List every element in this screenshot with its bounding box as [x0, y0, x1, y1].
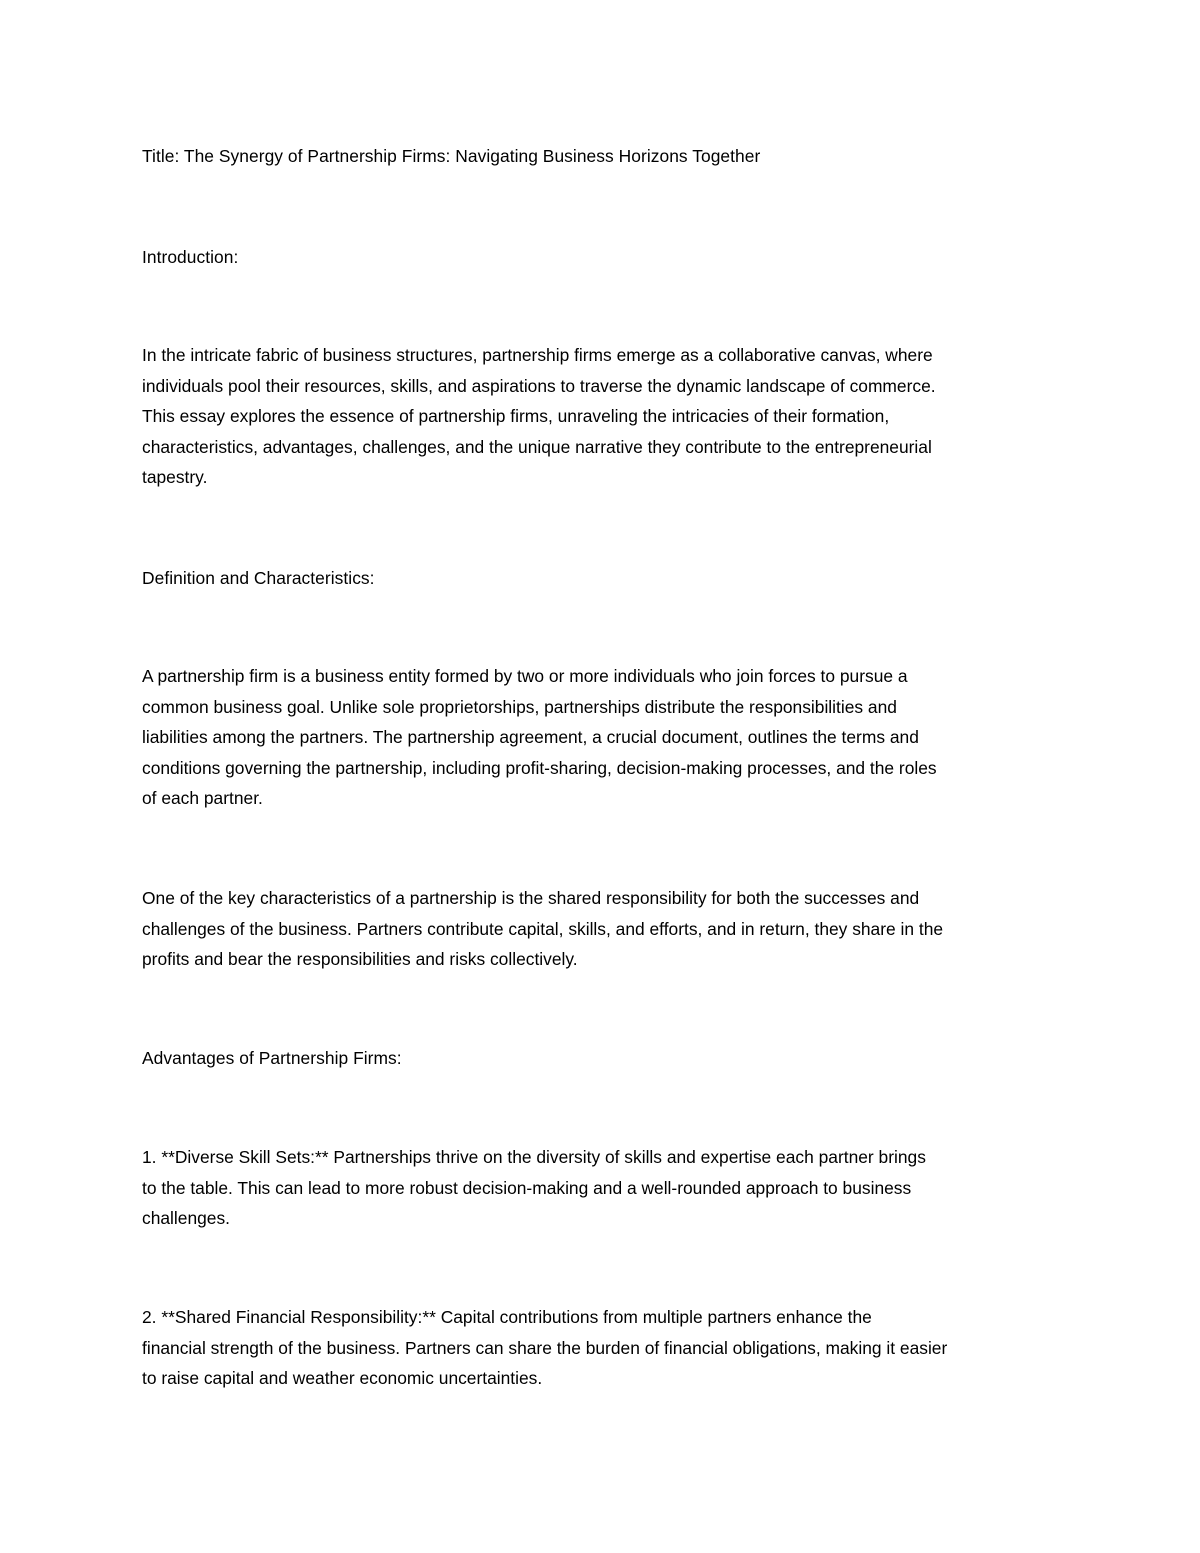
- paragraph-line: liabilities among the partners. The partnership agreement, a crucial document, outlines the terms and: [142, 727, 919, 748]
- introduction-heading: Introduction:: [142, 247, 239, 267]
- paragraph-line: individuals pool their resources, skills, and aspirations to traverse the dynamic landscape of commerce.: [142, 375, 936, 396]
- advantages-heading: Advantages of Partnership Firms:: [142, 1048, 402, 1068]
- paragraph-line: tapestry.: [142, 467, 208, 488]
- paragraph-line: A partnership firm is a business entity formed by two or more individuals who join forces to pursue a: [142, 666, 908, 686]
- advantage-item-1: [142, 1142, 1077, 1234]
- paragraph-line: challenges of the business. Partners contribute capital, skills, and efforts, and in return, they share in the: [142, 918, 944, 939]
- paragraph-line: conditions governing the partnership, including profit-sharing, decision-making processes, and the roles: [142, 757, 937, 778]
- paragraph-line: common business goal. Unlike sole proprietorships, partnerships distribute the responsibilities and: [142, 696, 897, 717]
- paragraph-line: One of the key characteristics of a partnership is the shared responsibility for both the successes and: [142, 888, 920, 908]
- paragraph-line: financial strength of the business. Partners can share the burden of financial obligations, making it easier: [142, 1337, 948, 1358]
- introduction-paragraph: [142, 340, 1077, 493]
- paragraph-line: 1. **Diverse Skill Sets:** Partnerships thrive on the diversity of skills and expertise each partner brings: [142, 1147, 926, 1167]
- paragraph-line: characteristics, advantages, challenges, and the unique narrative they contribute to the entrepreneurial: [142, 436, 932, 457]
- advantage-item-2: [142, 1302, 1077, 1394]
- definition-heading: Definition and Characteristics:: [142, 568, 375, 588]
- paragraph-line: to the table. This can lead to more robust decision-making and a well-rounded approach to business: [142, 1177, 912, 1198]
- characteristics-paragraph: [142, 883, 1077, 975]
- document-title: Title: The Synergy of Partnership Firms: Navigating Business Horizons Together: [142, 146, 761, 166]
- paragraph-line: to raise capital and weather economic uncertainties.: [142, 1368, 543, 1389]
- definition-paragraph: [142, 661, 1077, 814]
- paragraph-line: This essay explores the essence of partnership firms, unraveling the intricacies of their formation,: [142, 406, 890, 427]
- paragraph-line: of each partner.: [142, 788, 263, 809]
- paragraph-line: 2. **Shared Financial Responsibility:** Capital contributions from multiple partners enhance the: [142, 1307, 872, 1327]
- paragraph-line: profits and bear the responsibilities and risks collectively.: [142, 949, 578, 970]
- paragraph-line: challenges.: [142, 1208, 230, 1229]
- paragraph-line: In the intricate fabric of business structures, partnership firms emerge as a collaborative canvas, where: [142, 345, 933, 365]
